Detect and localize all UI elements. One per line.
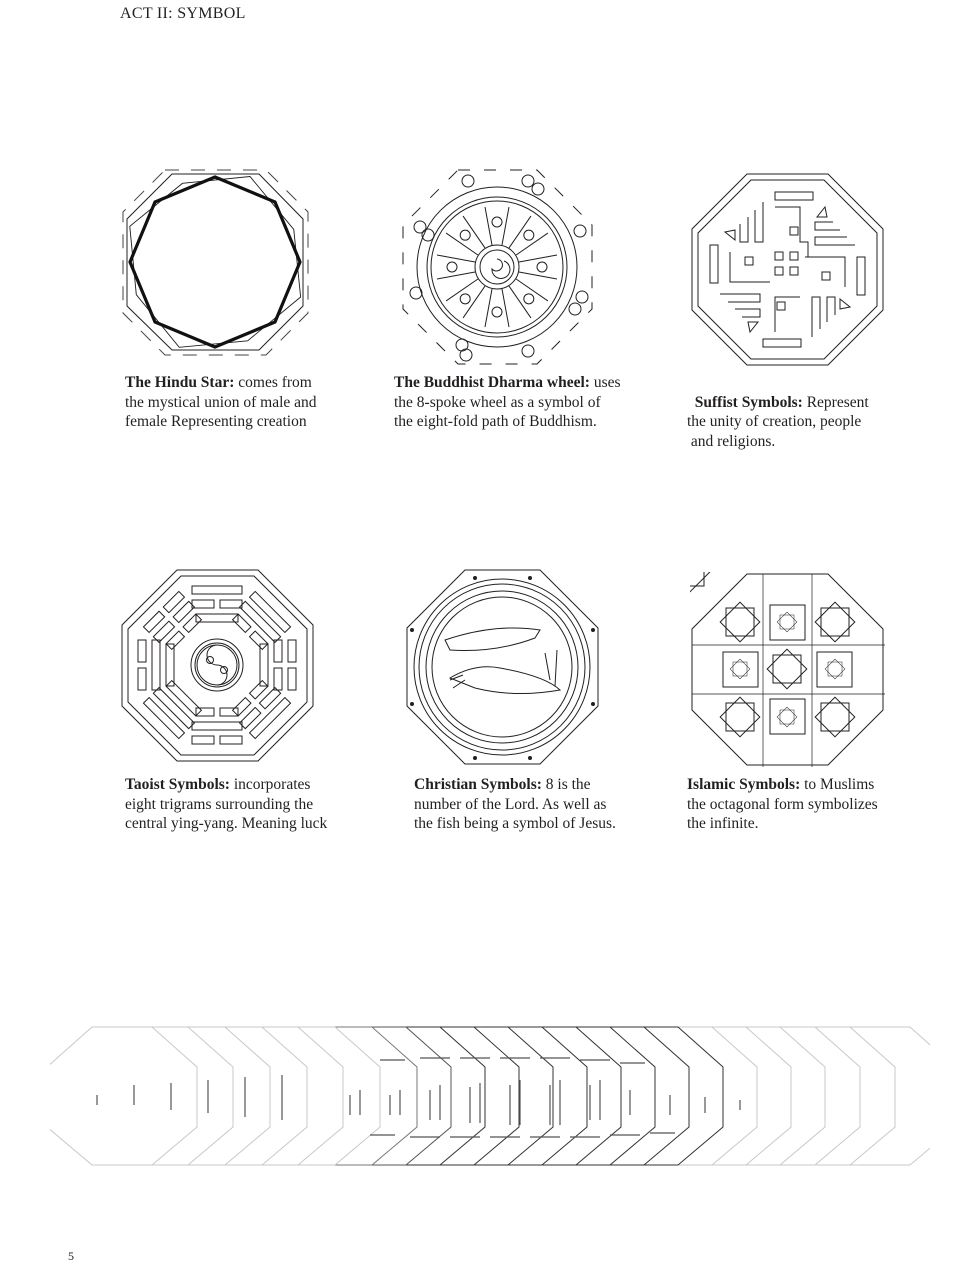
caption-title: The Buddhist Dharma wheel: [394,374,590,391]
caption-title: Taoist Symbols: [125,776,230,793]
caption-suffist: Suffist Symbols: Represent the unity of creation, people and religions. [687,393,869,450]
dharma-wheel-icon [400,167,595,367]
caption-title: Christian Symbols: [414,776,542,793]
caption-title: Suffist Symbols: [694,393,803,411]
page-header: ACT II: SYMBOL [120,5,246,22]
caption-buddhist: The Buddhist Dharma wheel: uses the 8-spoke wheel as a symbol of the eight-fold path of Buddhism. [394,374,621,430]
caption-hindu: The Hindu Star: comes from the mystical union of male and female Representing creation [125,374,317,430]
sufi-knot-icon [690,172,885,367]
islamic-star-pattern-icon [690,572,885,767]
octagon-morph-sequence-icon [50,1025,930,1170]
caption-christian: Christian Symbols: 8 is the number of the Lord. As well as the fish being a symbol of Jesus. [414,776,616,832]
caption-title: The Hindu Star: [125,374,235,391]
caption-title: Islamic Symbols: [687,776,801,793]
caption-islamic: Islamic Symbols: to Muslims the octagonal form symbolizes the infinite. [687,776,878,832]
hindu-star-icon [118,165,313,360]
page-number: 5 [68,1249,74,1263]
ichthys-medallion-icon [405,568,600,766]
bagua-icon [120,568,315,763]
caption-taoist: Taoist Symbols: incorporates eight trigrams surrounding the central ying-yang. Meaning luck [125,776,328,832]
